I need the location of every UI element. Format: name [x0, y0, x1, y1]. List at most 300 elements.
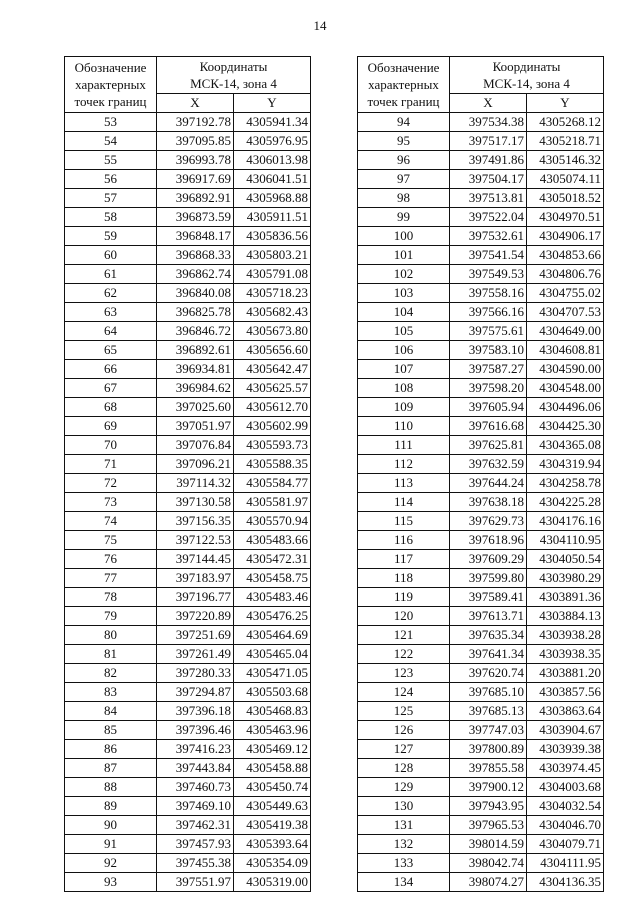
table-row	[65, 626, 311, 645]
table-row	[65, 835, 311, 854]
point-number-cell: 87	[65, 759, 157, 778]
x-coordinate-cell: 397965.53	[450, 816, 527, 835]
table-row	[65, 588, 311, 607]
table-row	[65, 550, 311, 569]
y-coordinate-cell: 4305673.80	[234, 322, 311, 341]
point-number-cell: 85	[65, 721, 157, 740]
table-row	[358, 322, 604, 341]
table-row	[358, 873, 604, 892]
y-coordinate-cell: 4304046.70	[527, 816, 604, 835]
header-line: точек границ	[74, 94, 147, 109]
y-coordinate-cell: 4304548.00	[527, 379, 604, 398]
y-coordinate-cell: 4304970.51	[527, 208, 604, 227]
x-coordinate-cell: 397618.96	[450, 531, 527, 550]
x-coordinate-cell: 397455.38	[157, 854, 234, 873]
point-number-cell: 67	[65, 379, 157, 398]
x-coordinate-cell: 397114.32	[157, 474, 234, 493]
y-coordinate-cell: 4305465.04	[234, 645, 311, 664]
table-row	[358, 436, 604, 455]
point-number-cell: 109	[358, 398, 450, 417]
table-row	[65, 246, 311, 265]
y-coordinate-cell: 4306013.98	[234, 151, 311, 170]
table-row	[65, 379, 311, 398]
table-row	[65, 474, 311, 493]
y-coordinate-cell: 4305450.74	[234, 778, 311, 797]
table-row	[65, 721, 311, 740]
table-row	[358, 759, 604, 778]
table-row	[65, 455, 311, 474]
table-row	[65, 531, 311, 550]
y-coordinate-cell: 4305602.99	[234, 417, 311, 436]
point-number-cell: 104	[358, 303, 450, 322]
table-row	[358, 512, 604, 531]
y-coordinate-cell: 4305570.94	[234, 512, 311, 531]
point-number-cell: 118	[358, 569, 450, 588]
x-coordinate-cell: 396892.61	[157, 341, 234, 360]
y-coordinate-cell: 4305074.11	[527, 170, 604, 189]
point-number-cell: 117	[358, 550, 450, 569]
y-coordinate-cell: 4304906.17	[527, 227, 604, 246]
y-coordinate-cell: 4305464.69	[234, 626, 311, 645]
y-coordinate-cell: 4303884.13	[527, 607, 604, 626]
y-column-header: Y	[234, 94, 311, 113]
point-number-cell: 113	[358, 474, 450, 493]
x-coordinate-cell: 397644.24	[450, 474, 527, 493]
header-line: Обозначение	[74, 60, 147, 75]
x-coordinate-cell: 397575.61	[450, 322, 527, 341]
table-row	[358, 246, 604, 265]
point-number-cell: 92	[65, 854, 157, 873]
y-coordinate-cell: 4305458.88	[234, 759, 311, 778]
y-coordinate-cell: 4304003.68	[527, 778, 604, 797]
point-number-cell: 76	[65, 550, 157, 569]
coordinates-group-header	[157, 57, 311, 94]
point-number-cell: 94	[358, 113, 450, 132]
table-row	[65, 816, 311, 835]
table-row	[358, 455, 604, 474]
point-number-cell: 124	[358, 683, 450, 702]
point-number-cell: 73	[65, 493, 157, 512]
y-coordinate-cell: 4304136.35	[527, 873, 604, 892]
point-number-cell: 131	[358, 816, 450, 835]
point-number-cell: 65	[65, 341, 157, 360]
x-coordinate-cell: 397638.18	[450, 493, 527, 512]
x-coordinate-cell: 397522.04	[450, 208, 527, 227]
y-coordinate-cell: 4304176.16	[527, 512, 604, 531]
table-row	[358, 151, 604, 170]
x-coordinate-cell: 397747.03	[450, 721, 527, 740]
x-coordinate-cell: 397183.97	[157, 569, 234, 588]
point-number-cell: 89	[65, 797, 157, 816]
point-number-cell: 81	[65, 645, 157, 664]
point-number-cell: 71	[65, 455, 157, 474]
point-number-cell: 54	[65, 132, 157, 151]
point-number-cell: 96	[358, 151, 450, 170]
point-number-cell: 130	[358, 797, 450, 816]
x-coordinate-cell: 397609.29	[450, 550, 527, 569]
y-coordinate-cell: 4305803.21	[234, 246, 311, 265]
point-number-cell: 56	[65, 170, 157, 189]
table-row	[358, 208, 604, 227]
x-coordinate-cell: 397443.84	[157, 759, 234, 778]
point-number-cell: 78	[65, 588, 157, 607]
point-number-cell: 63	[65, 303, 157, 322]
point-column-header	[358, 57, 450, 113]
y-coordinate-cell: 4304110.95	[527, 531, 604, 550]
x-coordinate-cell: 397192.78	[157, 113, 234, 132]
y-coordinate-cell: 4305656.60	[234, 341, 311, 360]
table-row	[358, 797, 604, 816]
x-coordinate-cell: 397900.12	[450, 778, 527, 797]
table-row	[65, 854, 311, 873]
table-row	[65, 436, 311, 455]
point-number-cell: 120	[358, 607, 450, 626]
table-row	[358, 550, 604, 569]
table-body	[358, 113, 604, 892]
x-coordinate-cell: 397583.10	[450, 341, 527, 360]
y-coordinate-cell: 4305483.46	[234, 588, 311, 607]
x-coordinate-cell: 397095.85	[157, 132, 234, 151]
point-number-cell: 133	[358, 854, 450, 873]
y-coordinate-cell: 4305581.97	[234, 493, 311, 512]
table-row	[358, 227, 604, 246]
point-number-cell: 101	[358, 246, 450, 265]
y-coordinate-cell: 4304649.00	[527, 322, 604, 341]
table-row	[65, 132, 311, 151]
table-row	[65, 151, 311, 170]
x-coordinate-cell: 397558.16	[450, 284, 527, 303]
table-row	[65, 284, 311, 303]
table-row	[358, 189, 604, 208]
x-coordinate-cell: 397504.17	[450, 170, 527, 189]
table-row	[65, 341, 311, 360]
table-row	[65, 113, 311, 132]
x-coordinate-cell: 397491.86	[450, 151, 527, 170]
x-coordinate-cell: 396840.08	[157, 284, 234, 303]
y-coordinate-cell: 4306041.51	[234, 170, 311, 189]
table-row	[65, 398, 311, 417]
y-coordinate-cell: 4303938.35	[527, 645, 604, 664]
x-coordinate-cell: 398014.59	[450, 835, 527, 854]
x-coordinate-cell: 397589.41	[450, 588, 527, 607]
table-row	[65, 170, 311, 189]
table-row	[65, 189, 311, 208]
point-number-cell: 128	[358, 759, 450, 778]
y-coordinate-cell: 4305584.77	[234, 474, 311, 493]
table-row	[358, 113, 604, 132]
point-number-cell: 110	[358, 417, 450, 436]
x-coordinate-cell: 396993.78	[157, 151, 234, 170]
y-coordinate-cell: 4305393.64	[234, 835, 311, 854]
table-row	[358, 664, 604, 683]
point-number-cell: 123	[358, 664, 450, 683]
point-number-cell: 82	[65, 664, 157, 683]
point-number-cell: 106	[358, 341, 450, 360]
table-row	[358, 588, 604, 607]
table-row	[358, 721, 604, 740]
y-coordinate-cell: 4304707.53	[527, 303, 604, 322]
table-row	[65, 417, 311, 436]
point-number-cell: 99	[358, 208, 450, 227]
point-number-cell: 86	[65, 740, 157, 759]
y-coordinate-cell: 4305476.25	[234, 607, 311, 626]
y-coordinate-cell: 4303938.28	[527, 626, 604, 645]
x-coordinate-cell: 397513.81	[450, 189, 527, 208]
x-coordinate-cell: 397635.34	[450, 626, 527, 645]
y-coordinate-cell: 4304365.08	[527, 436, 604, 455]
x-coordinate-cell: 397156.35	[157, 512, 234, 531]
table-row	[358, 265, 604, 284]
point-number-cell: 91	[65, 835, 157, 854]
x-coordinate-cell: 397855.58	[450, 759, 527, 778]
y-coordinate-cell: 4305682.43	[234, 303, 311, 322]
table-row	[65, 360, 311, 379]
y-coordinate-cell: 4303904.67	[527, 721, 604, 740]
x-coordinate-cell: 397632.59	[450, 455, 527, 474]
point-number-cell: 126	[358, 721, 450, 740]
y-coordinate-cell: 4305625.57	[234, 379, 311, 398]
table-row	[65, 493, 311, 512]
table-row	[358, 607, 604, 626]
table-row	[358, 531, 604, 550]
x-coordinate-cell: 397800.89	[450, 740, 527, 759]
point-number-cell: 100	[358, 227, 450, 246]
y-coordinate-cell: 4303980.29	[527, 569, 604, 588]
x-coordinate-cell: 397396.18	[157, 702, 234, 721]
table-row	[358, 417, 604, 436]
x-column-header: X	[157, 94, 234, 113]
x-coordinate-cell: 397144.45	[157, 550, 234, 569]
x-coordinate-cell: 396825.78	[157, 303, 234, 322]
y-coordinate-cell: 4305319.00	[234, 873, 311, 892]
y-coordinate-cell: 4304258.78	[527, 474, 604, 493]
table-row	[65, 873, 311, 892]
y-coordinate-cell: 4303857.56	[527, 683, 604, 702]
point-number-cell: 61	[65, 265, 157, 284]
point-number-cell: 107	[358, 360, 450, 379]
x-coordinate-cell: 397251.69	[157, 626, 234, 645]
table-row	[358, 569, 604, 588]
table-row	[65, 322, 311, 341]
y-coordinate-cell: 4303881.20	[527, 664, 604, 683]
point-number-cell: 129	[358, 778, 450, 797]
table-row	[358, 816, 604, 835]
point-number-cell: 60	[65, 246, 157, 265]
table-row	[358, 493, 604, 512]
coordinates-group-header	[450, 57, 604, 94]
table-row	[358, 702, 604, 721]
table-row	[65, 664, 311, 683]
x-coordinate-cell: 397517.17	[450, 132, 527, 151]
x-coordinate-cell: 397641.34	[450, 645, 527, 664]
header-line: МСК-14, зона 4	[483, 76, 570, 91]
y-column-header: Y	[527, 94, 604, 113]
table-row	[358, 132, 604, 151]
table-row	[358, 778, 604, 797]
header-line: Координаты	[199, 59, 268, 74]
x-coordinate-cell: 398042.74	[450, 854, 527, 873]
point-number-cell: 127	[358, 740, 450, 759]
y-coordinate-cell: 4303863.64	[527, 702, 604, 721]
point-number-cell: 84	[65, 702, 157, 721]
y-coordinate-cell: 4305968.88	[234, 189, 311, 208]
x-coordinate-cell: 397025.60	[157, 398, 234, 417]
point-number-cell: 88	[65, 778, 157, 797]
point-number-cell: 102	[358, 265, 450, 284]
point-number-cell: 111	[358, 436, 450, 455]
y-coordinate-cell: 4305471.05	[234, 664, 311, 683]
point-number-cell: 80	[65, 626, 157, 645]
point-number-cell: 79	[65, 607, 157, 626]
y-coordinate-cell: 4304608.81	[527, 341, 604, 360]
table-row	[65, 778, 311, 797]
x-coordinate-cell: 397196.77	[157, 588, 234, 607]
x-coordinate-cell: 396892.91	[157, 189, 234, 208]
x-coordinate-cell: 397462.31	[157, 816, 234, 835]
coordinates-table-right	[357, 56, 604, 892]
x-coordinate-cell: 397096.21	[157, 455, 234, 474]
point-number-cell: 62	[65, 284, 157, 303]
x-coordinate-cell: 397051.97	[157, 417, 234, 436]
y-coordinate-cell: 4304050.54	[527, 550, 604, 569]
y-coordinate-cell: 4304496.06	[527, 398, 604, 417]
header-line: характерных	[368, 77, 439, 92]
point-number-cell: 68	[65, 398, 157, 417]
point-number-cell: 116	[358, 531, 450, 550]
point-number-cell: 77	[65, 569, 157, 588]
y-coordinate-cell: 4305588.35	[234, 455, 311, 474]
y-coordinate-cell: 4305911.51	[234, 208, 311, 227]
x-coordinate-cell: 397130.58	[157, 493, 234, 512]
table-row	[358, 854, 604, 873]
x-coordinate-cell: 397220.89	[157, 607, 234, 626]
table-row	[358, 341, 604, 360]
point-number-cell: 58	[65, 208, 157, 227]
point-number-cell: 97	[358, 170, 450, 189]
y-coordinate-cell: 4305468.83	[234, 702, 311, 721]
y-coordinate-cell: 4304806.76	[527, 265, 604, 284]
y-coordinate-cell: 4305483.66	[234, 531, 311, 550]
y-coordinate-cell: 4304032.54	[527, 797, 604, 816]
point-number-cell: 122	[358, 645, 450, 664]
x-coordinate-cell: 397599.80	[450, 569, 527, 588]
x-coordinate-cell: 397261.49	[157, 645, 234, 664]
x-coordinate-cell: 397294.87	[157, 683, 234, 702]
point-number-cell: 57	[65, 189, 157, 208]
point-number-cell: 114	[358, 493, 450, 512]
x-coordinate-cell: 396917.69	[157, 170, 234, 189]
y-coordinate-cell: 4305718.23	[234, 284, 311, 303]
point-number-cell: 83	[65, 683, 157, 702]
x-coordinate-cell: 397605.94	[450, 398, 527, 417]
point-number-cell: 55	[65, 151, 157, 170]
coordinates-table-left	[64, 56, 311, 892]
header-line: Координаты	[492, 59, 561, 74]
y-coordinate-cell: 4304079.71	[527, 835, 604, 854]
table-row	[358, 474, 604, 493]
table-row	[65, 303, 311, 322]
x-coordinate-cell: 396984.62	[157, 379, 234, 398]
point-number-cell: 64	[65, 322, 157, 341]
y-coordinate-cell: 4304319.94	[527, 455, 604, 474]
point-number-cell: 66	[65, 360, 157, 379]
point-number-cell: 53	[65, 113, 157, 132]
x-coordinate-cell: 397616.68	[450, 417, 527, 436]
table-row	[358, 626, 604, 645]
table-row	[65, 797, 311, 816]
table-row	[358, 360, 604, 379]
table-row	[358, 645, 604, 664]
y-coordinate-cell: 4305018.52	[527, 189, 604, 208]
point-number-cell: 115	[358, 512, 450, 531]
point-number-cell: 112	[358, 455, 450, 474]
y-coordinate-cell: 4304111.95	[527, 854, 604, 873]
y-coordinate-cell: 4304853.66	[527, 246, 604, 265]
point-number-cell: 95	[358, 132, 450, 151]
page-number: 14	[313, 18, 327, 33]
table-body	[65, 113, 311, 892]
point-column-header	[65, 57, 157, 113]
header-line: характерных	[75, 77, 146, 92]
y-coordinate-cell: 4305941.34	[234, 113, 311, 132]
x-coordinate-cell: 397625.81	[450, 436, 527, 455]
y-coordinate-cell: 4305791.08	[234, 265, 311, 284]
y-coordinate-cell: 4303939.38	[527, 740, 604, 759]
x-coordinate-cell: 397620.74	[450, 664, 527, 683]
point-number-cell: 75	[65, 531, 157, 550]
y-coordinate-cell: 4305642.47	[234, 360, 311, 379]
x-coordinate-cell: 397457.93	[157, 835, 234, 854]
header-line: МСК-14, зона 4	[190, 76, 277, 91]
x-coordinate-cell: 397416.23	[157, 740, 234, 759]
x-coordinate-cell: 397469.10	[157, 797, 234, 816]
x-coordinate-cell: 396934.81	[157, 360, 234, 379]
table-row	[358, 170, 604, 189]
x-coordinate-cell: 397551.97	[157, 873, 234, 892]
y-coordinate-cell: 4304225.28	[527, 493, 604, 512]
x-coordinate-cell: 397566.16	[450, 303, 527, 322]
x-coordinate-cell: 396873.59	[157, 208, 234, 227]
point-number-cell: 108	[358, 379, 450, 398]
x-coordinate-cell: 397685.13	[450, 702, 527, 721]
point-number-cell: 134	[358, 873, 450, 892]
x-coordinate-cell: 397280.33	[157, 664, 234, 683]
point-number-cell: 72	[65, 474, 157, 493]
y-coordinate-cell: 4305463.96	[234, 721, 311, 740]
y-coordinate-cell: 4304755.02	[527, 284, 604, 303]
table-row	[358, 379, 604, 398]
x-coordinate-cell: 397460.73	[157, 778, 234, 797]
table-row	[65, 227, 311, 246]
table-row	[65, 512, 311, 531]
y-coordinate-cell: 4303891.36	[527, 588, 604, 607]
point-number-cell: 125	[358, 702, 450, 721]
y-coordinate-cell: 4305469.12	[234, 740, 311, 759]
point-number-cell: 105	[358, 322, 450, 341]
x-coordinate-cell: 397532.61	[450, 227, 527, 246]
y-coordinate-cell: 4305354.09	[234, 854, 311, 873]
point-number-cell: 98	[358, 189, 450, 208]
table-row	[358, 284, 604, 303]
table-row	[65, 740, 311, 759]
x-coordinate-cell: 397587.27	[450, 360, 527, 379]
header-line: Обозначение	[367, 60, 440, 75]
point-number-cell: 103	[358, 284, 450, 303]
y-coordinate-cell: 4303974.45	[527, 759, 604, 778]
y-coordinate-cell: 4305612.70	[234, 398, 311, 417]
header-line: точек границ	[367, 94, 440, 109]
table-row	[65, 607, 311, 626]
